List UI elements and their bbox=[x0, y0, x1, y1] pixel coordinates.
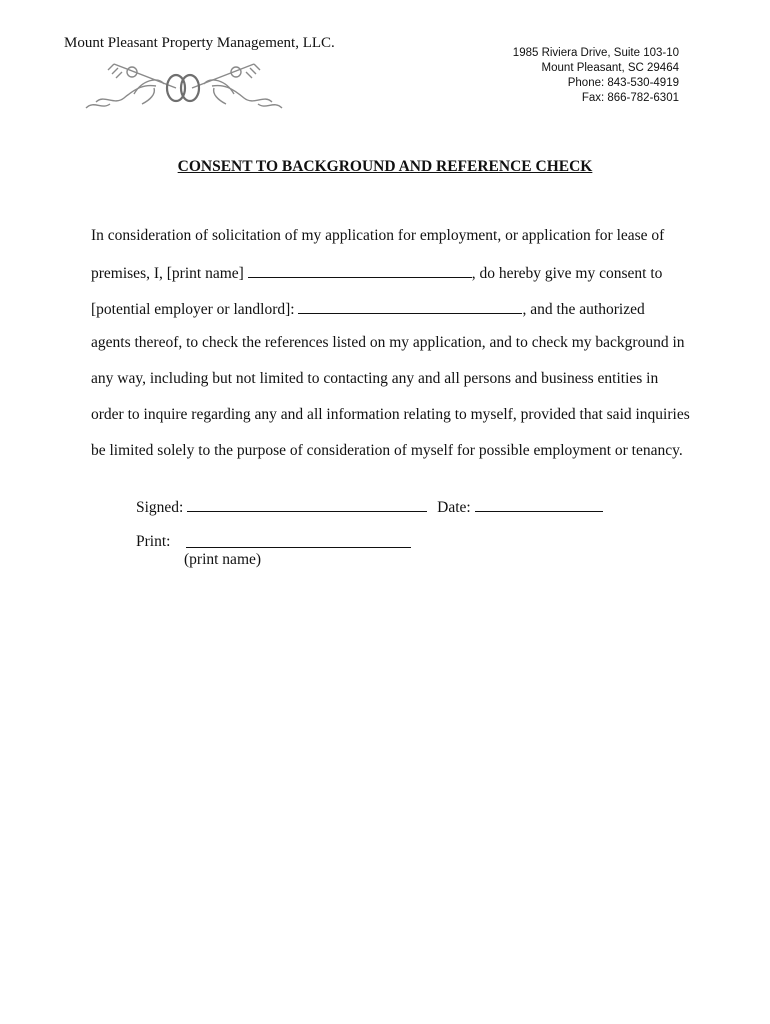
paragraph-line bbox=[91, 263, 691, 299]
document-title: CONSENT TO BACKGROUND AND REFERENCE CHECK bbox=[177, 158, 593, 175]
ornamental-keys-and-rings-icon bbox=[84, 54, 284, 114]
paragraph-line: order to inquire regarding any and all information relating to myself, provided that said inquiries bbox=[91, 405, 690, 423]
paragraph-line: be limited solely to the purpose of consideration of myself for possible employment or tenancy. bbox=[91, 441, 683, 459]
print-row bbox=[186, 533, 411, 553]
company-address bbox=[513, 46, 679, 106]
company-name: Mount Pleasant Property Management, LLC. bbox=[64, 35, 335, 51]
print-name-caption: (print name) bbox=[184, 551, 262, 568]
signed-row bbox=[136, 497, 603, 517]
address-line: Mount Pleasant, SC 29464 bbox=[541, 62, 679, 74]
phone-line: Phone: 843-530-4919 bbox=[567, 77, 679, 89]
paragraph-line: agents thereof, to check the references listed on my application, and to check my background in bbox=[91, 334, 685, 352]
signed-label: Signed: bbox=[136, 499, 184, 516]
paragraph-line: In consideration of solicitation of my application for employment, or application for lease of bbox=[91, 227, 665, 244]
address-line: 1985 Riviera Drive, Suite 103-10 bbox=[512, 47, 679, 59]
authorized-text: , and the authorized bbox=[522, 300, 645, 318]
employer-landlord-label: [potential employer or landlord]: bbox=[91, 300, 295, 318]
fax-line: Fax: 866-782-6301 bbox=[581, 92, 679, 104]
print-name-label: premises, I, [print name] bbox=[91, 264, 244, 282]
signature-blank[interactable] bbox=[187, 497, 427, 512]
print-label: Print: bbox=[136, 533, 171, 550]
print-name-signature-blank[interactable] bbox=[186, 533, 411, 548]
consent-paragraph bbox=[91, 227, 691, 478]
print-name-blank[interactable] bbox=[248, 263, 472, 278]
paragraph-line: any way, including but not limited to contacting any and all persons and business entities in bbox=[91, 370, 659, 388]
date-label: Date: bbox=[437, 499, 471, 516]
paragraph-line bbox=[91, 299, 691, 335]
consent-text: , do hereby give my consent to bbox=[471, 264, 663, 282]
date-blank[interactable] bbox=[475, 497, 603, 512]
employer-landlord-blank[interactable] bbox=[298, 299, 522, 314]
